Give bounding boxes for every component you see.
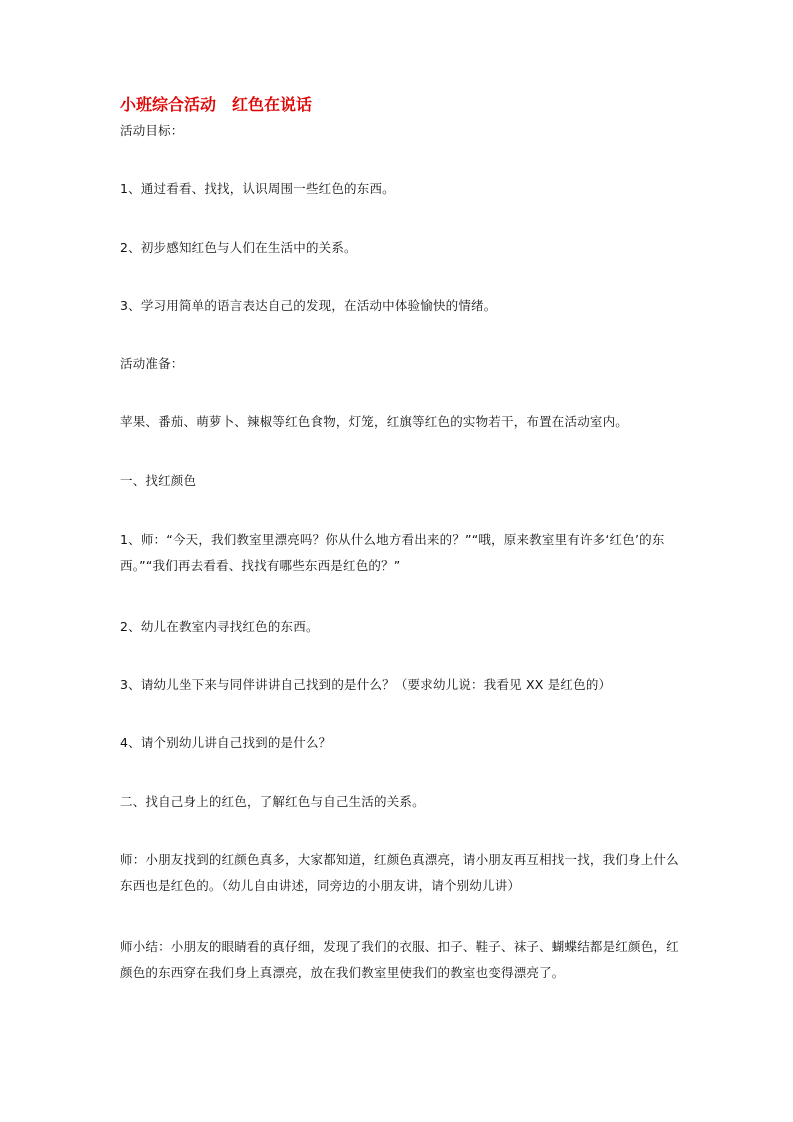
paragraph: 1、通过看看、找找，认识周围一些红色的东西。 xyxy=(120,181,395,196)
section-heading-part-two: 二、找自己身上的红色，了解红色与自己生活的关系。 xyxy=(120,794,425,809)
section-heading-preparation: 活动准备： xyxy=(120,356,184,371)
paragraph: 2、初步感知红色与人们在生活中的关系。 xyxy=(120,240,357,255)
section-heading-goals: 活动目标： xyxy=(120,123,184,138)
paragraph: 师：小朋友找到的红颜色真多，大家都知道，红颜色真漂亮，请小朋友再互相找一找，我们身上什么东西也是红色的。（幼儿自由讲述，同旁边的小朋友讲，请个别幼儿讲） xyxy=(120,852,679,893)
document-title: 小班综合活动 红色在说话 xyxy=(120,95,313,114)
paragraph: 3、请幼儿坐下来与同伴讲讲自己找到的是什么？（要求幼儿说：我看见 XX 是红色的） xyxy=(120,677,612,692)
paragraph: 1、师：“今天，我们教室里漂亮吗？你从什么地方看出来的？”“哦，原来教室里有许多‘红色’的东西。”“我们再去看看、找找有哪些东西是红色的？” xyxy=(120,532,665,573)
paragraph: 苹果、番茄、萌萝卜、辣椒等红色食物，灯笼，红旗等红色的实物若干，布置在活动室内。 xyxy=(120,414,629,429)
paragraph: 2、幼儿在教室内寻找红色的东西。 xyxy=(120,619,319,634)
section-heading-part-one: 一、找红颜色 xyxy=(120,473,197,488)
paragraph: 3、学习用简单的语言表达自己的发现，在活动中体验愉快的情绪。 xyxy=(120,298,497,313)
paragraph: 4、请个别幼儿讲自己找到的是什么？ xyxy=(120,735,332,750)
paragraph: 师小结：小朋友的眼睛看的真仔细，发现了我们的衣服、扣子、鞋子、袜子、蝴蝶结都是红颜色，红颜色的东西穿在我们身上真漂亮，放在我们教室里使我们的教室也变得漂亮了。 xyxy=(120,939,679,980)
